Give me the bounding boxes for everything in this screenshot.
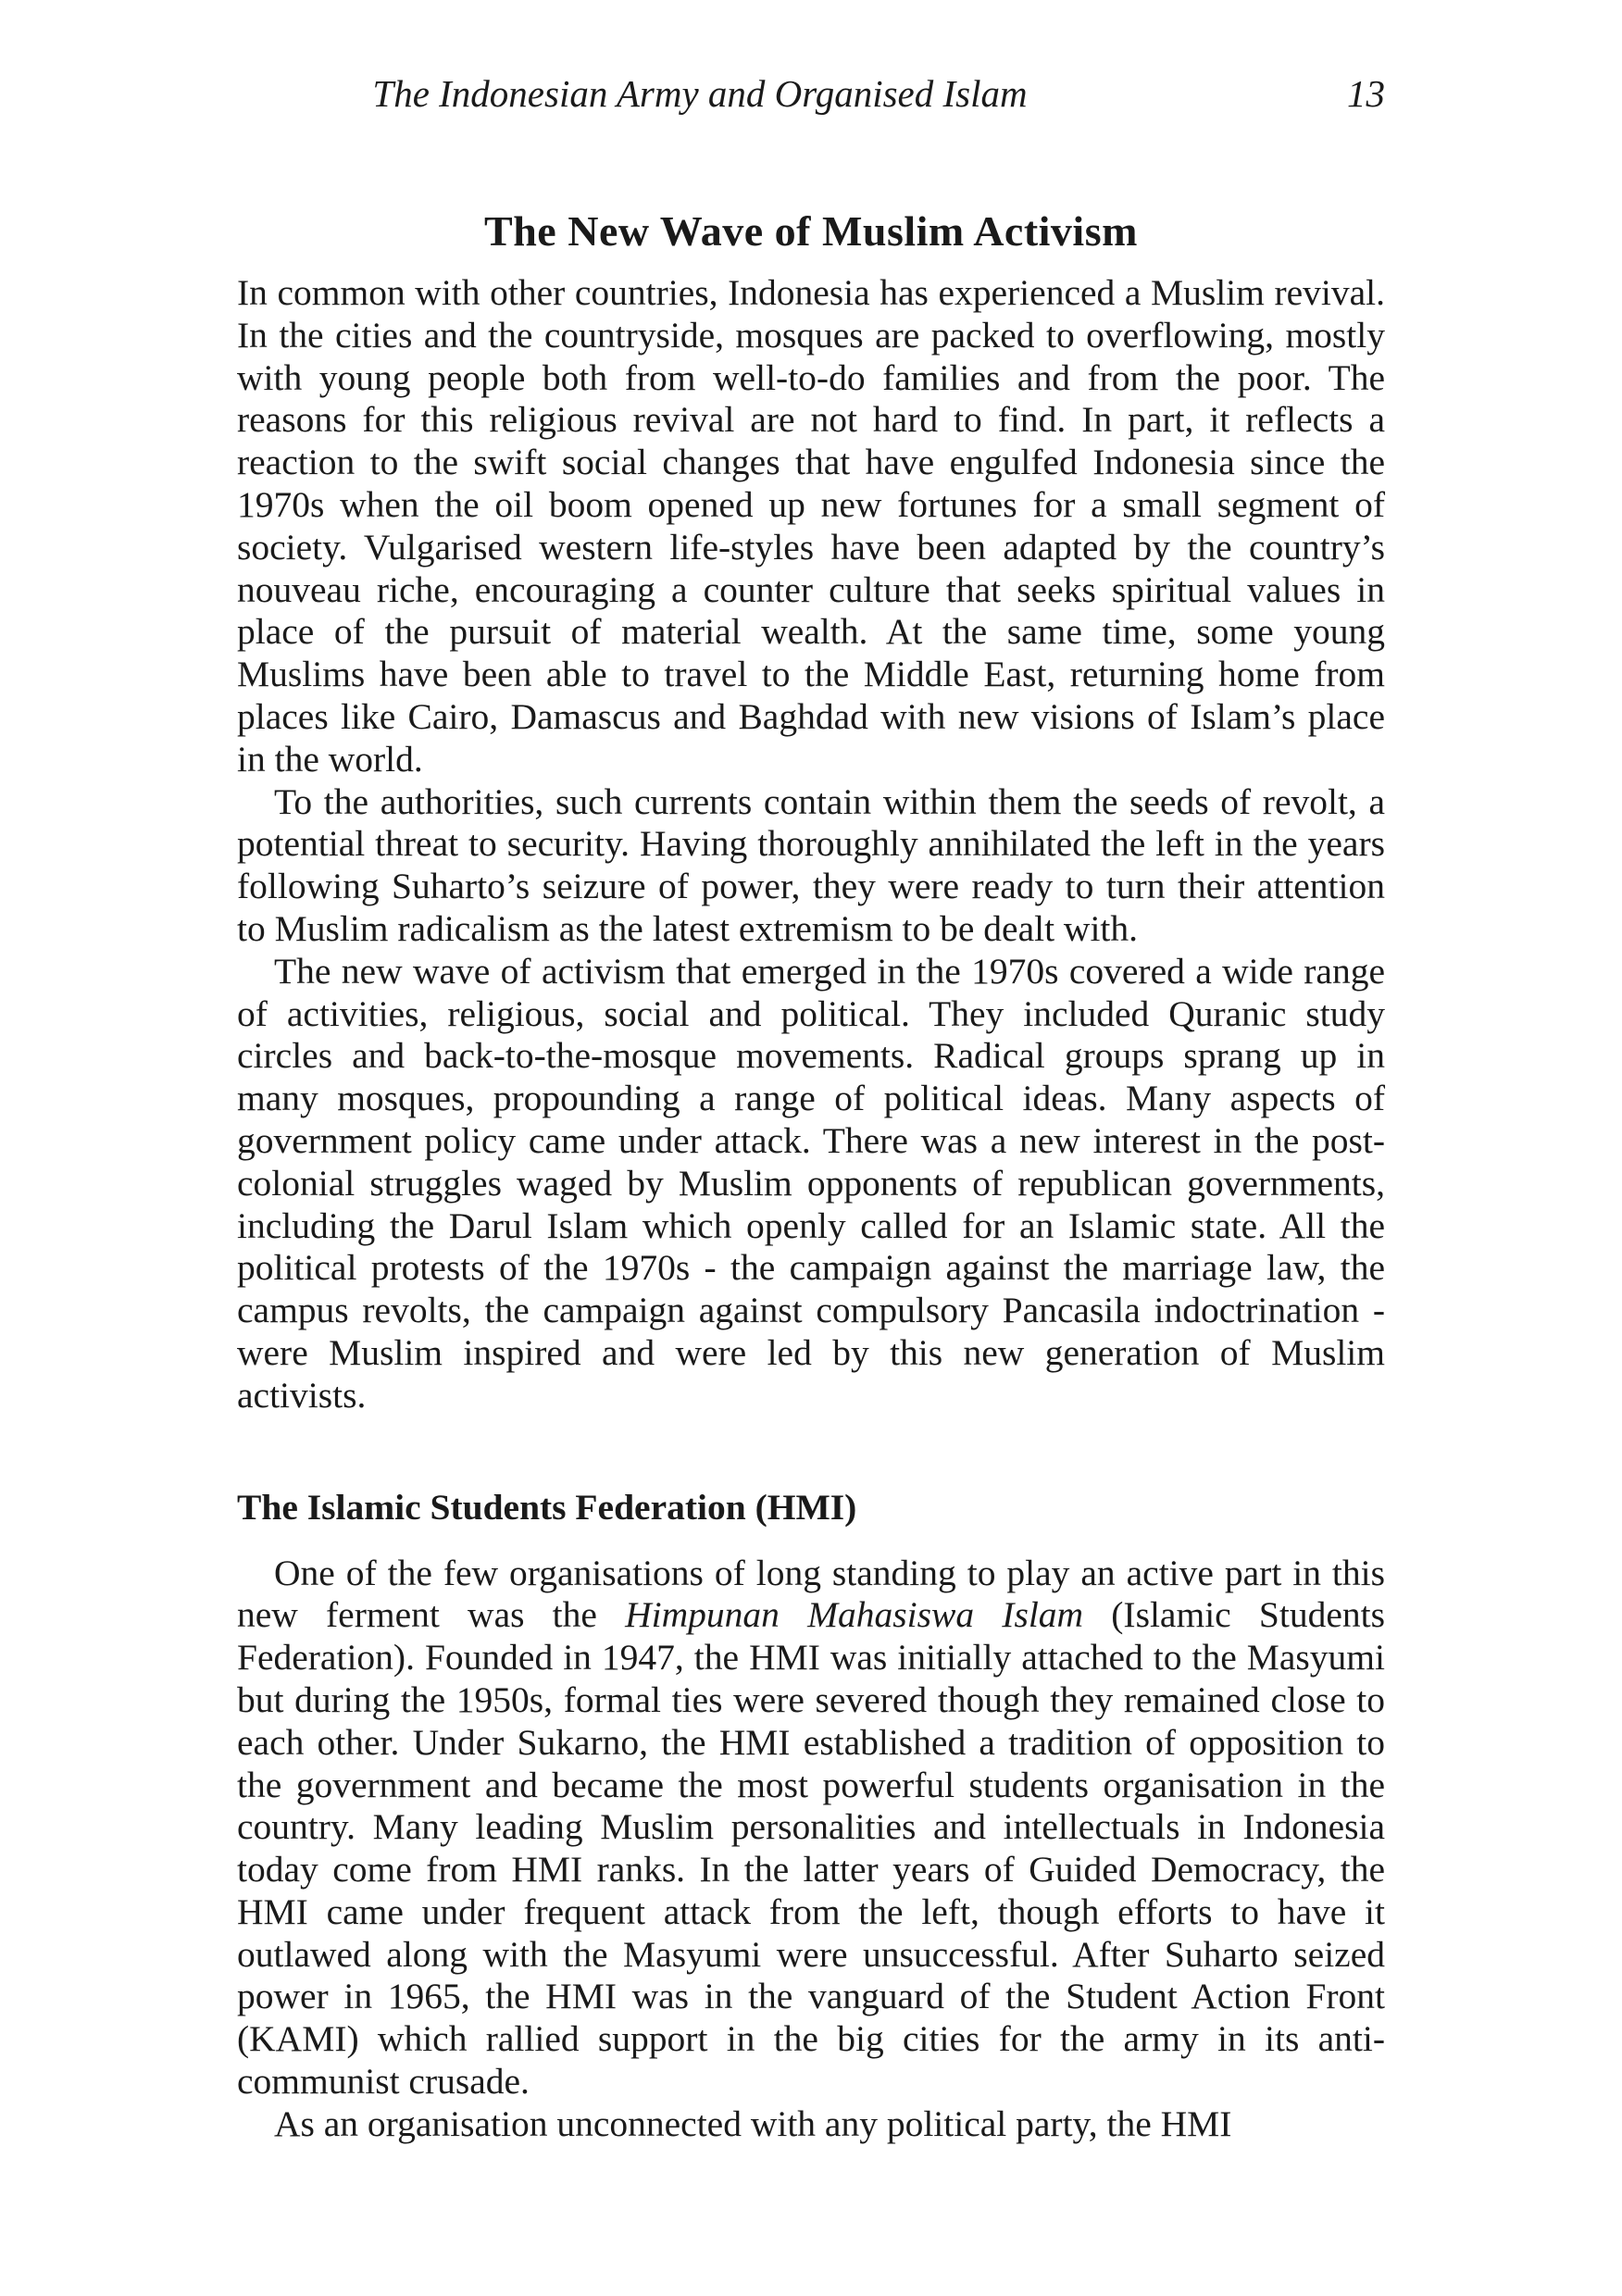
paragraph-4-text-end: (Islamic Students Federation). Founded in 1947, the HMI was initially attached to the Masyumi but during the 1950s, formal ties were severed though they remained close to each other. Under Sukarno, the HMI established a tradition of opposition to the government and became the most powerful students organisation in the country. Many leading Muslim personalities and intellectuals in Indonesia today come from HMI ranks. In the latter years of Guided Democracy, the HMI came under frequent attack from the left, though efforts to have it outlawed along with the Masyumi were unsuccessful. After Suharto seized power in 1965, the HMI was in the vanguard of the Student Action Front (KAMI) which rallied support in the big cities for the army in its anti-communist crusade. <box>237 1594 1385 2103</box>
page-number: 13 <box>1347 72 1385 115</box>
paragraph-4-italic-term: Himpunan Mahasiswa Islam <box>625 1594 1084 1636</box>
paragraph-1: In common with other countries, Indonesia has experienced a Muslim revival. In the cities and the countryside, mosques are packed to overflowing, mostly with young people both from well-to-do families and from the poor. The reasons for this religious revival are not hard to find. In part, it reflects a reaction to the swift social changes that have engulfed Indonesia since the 1970s when the oil boom opened up new fortunes for a small segment of society. Vulgarised western life-styles have been adapted by the country’s nouveau riche, encouraging a counter culture that seeks spiritual values in place of the pursuit of material wealth. At the same time, some young Muslims have been able to travel to the Middle East, returning home from places like Cairo, Damascus and Baghdad with new visions of Islam’s place in the world. <box>237 272 1385 780</box>
paragraph-3: The new wave of activism that emerged in the 1970s covered a wide range of activities, religious, social and political. They included Quranic study circles and back-to-the-mosque movements. Radical groups sprang up in many mosques, propounding a range of political ideas. Many aspects of government policy came under attack. There was a new interest in the post-colonial struggles waged by Muslim opponents of republican governments, including the Darul Islam which openly called for an Islamic state. All the political protests of the 1970s - the campaign against the marriage law, the campus revolts, the campaign against compulsory Pancasila indoctrination - were Muslim inspired and were led by this new generation of Muslim activists. <box>237 950 1385 1416</box>
paragraph-4 <box>237 1553 1385 2103</box>
section-title: The New Wave of Muslim Activism <box>484 207 1138 255</box>
paragraph-4-text-start: One of the few organisations of long standing to play an active part in this new ferment was the <box>237 1552 1385 1636</box>
paragraph-2: To the authorities, such currents contain within them the seeds of revolt, a potential threat to security. Having thoroughly annihilated the left in the years following Suharto’s seizure of power, they were ready to turn their attention to Muslim radicalism as the latest extremism to be dealt with. <box>237 780 1385 949</box>
subsection-title: The Islamic Students Federation (HMI) <box>237 1486 857 1528</box>
page-body <box>237 206 1385 2146</box>
running-head <box>237 70 1385 126</box>
paragraph-5: As an organisation unconnected with any political party, the HMI <box>274 2103 1232 2144</box>
running-title: The Indonesian Army and Organised Islam <box>372 72 1028 115</box>
